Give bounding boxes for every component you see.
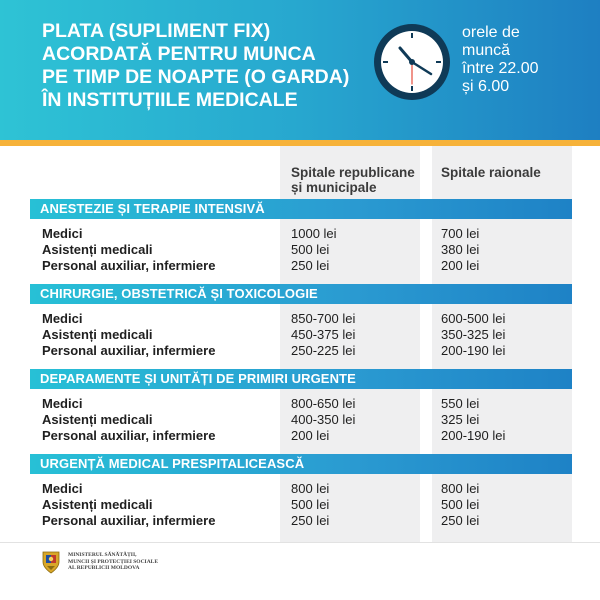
column-header-raional: Spitale raionale <box>441 165 541 180</box>
footer-divider <box>0 542 600 543</box>
column-header-line: și municipale <box>291 180 377 195</box>
column-header-republican <box>291 165 426 195</box>
working-hours-note <box>462 24 539 96</box>
value-republican: 500 lei <box>291 497 330 512</box>
value-raional: 380 lei <box>441 242 480 257</box>
value-republican: 250 lei <box>291 513 330 528</box>
ministry-logo <box>40 549 158 575</box>
value-raional: 350-325 lei <box>441 327 506 342</box>
clock-icon <box>372 22 452 102</box>
section-title: CHIRURGIE, OBSTETRICĂ ȘI TOXICOLOGIE <box>40 286 318 301</box>
value-raional: 800 lei <box>441 481 480 496</box>
value-republican: 200 lei <box>291 428 330 443</box>
value-republican: 250 lei <box>291 258 330 273</box>
value-raional: 200 lei <box>441 258 480 273</box>
role-label: Personal auxiliar, infermiere <box>42 513 216 528</box>
title-line: ACORDATĂ PENTRU MUNCA <box>42 43 316 65</box>
role-label: Personal auxiliar, infermiere <box>42 343 216 358</box>
title-line: PE TIMP DE NOAPTE (O GARDA) <box>42 66 350 88</box>
header-banner <box>0 0 600 140</box>
column-header-line: Spitale republicane <box>291 165 415 180</box>
role-label: Personal auxiliar, infermiere <box>42 258 216 273</box>
value-raional: 325 lei <box>441 412 480 427</box>
value-raional: 500 lei <box>441 497 480 512</box>
role-label: Medici <box>42 481 83 496</box>
section-title: DEPARAMENTE ȘI UNITĂȚI DE PRIMIRI URGENTE <box>40 371 356 386</box>
section-title: URGENȚĂ MEDICAL PRESPITALICEASCĂ <box>40 456 305 471</box>
value-republican: 1000 lei <box>291 226 337 241</box>
hours-line: orele de <box>462 24 520 41</box>
value-republican: 800 lei <box>291 481 330 496</box>
title-line: ÎN INSTITUȚIILE MEDICALE <box>42 89 298 111</box>
ministry-name <box>68 552 158 572</box>
hours-line: între 22.00 <box>462 60 539 77</box>
role-label: Personal auxiliar, infermiere <box>42 428 216 443</box>
section-bar <box>30 454 572 474</box>
section-bar <box>30 369 572 389</box>
ministry-line: MUNCII ȘI PROTECȚIEI SOCIALE <box>68 558 159 565</box>
role-label: Medici <box>42 226 83 241</box>
value-raional: 700 lei <box>441 226 480 241</box>
coat-of-arms-icon <box>40 549 62 575</box>
role-label: Medici <box>42 311 83 326</box>
value-raional: 200-190 lei <box>441 343 506 358</box>
section-bar <box>30 284 572 304</box>
value-raional: 600-500 lei <box>441 311 506 326</box>
value-republican: 500 lei <box>291 242 330 257</box>
value-raional: 550 lei <box>441 396 480 411</box>
role-label: Asistenți medicali <box>42 242 153 257</box>
role-label: Asistenți medicali <box>42 327 153 342</box>
hours-line: muncă <box>462 42 511 59</box>
value-republican: 800-650 lei <box>291 396 356 411</box>
section-title: ANESTEZIE ȘI TERAPIE INTENSIVĂ <box>40 201 265 216</box>
value-republican: 250-225 lei <box>291 343 356 358</box>
value-raional: 250 lei <box>441 513 480 528</box>
hours-line: și 6.00 <box>462 78 510 95</box>
value-republican: 450-375 lei <box>291 327 356 342</box>
value-republican: 400-350 lei <box>291 412 356 427</box>
title-line: PLATA (SUPLIMENT FIX) <box>42 20 271 42</box>
section-bar <box>30 199 572 219</box>
ministry-line: MINISTERUL SĂNĂTĂȚII, <box>68 552 137 559</box>
role-label: Medici <box>42 396 83 411</box>
value-republican: 850-700 lei <box>291 311 356 326</box>
role-label: Asistenți medicali <box>42 497 153 512</box>
ministry-line: AL REPUBLICII MOLDOVA <box>68 565 140 572</box>
page-title <box>42 20 372 112</box>
value-raional: 200-190 lei <box>441 428 506 443</box>
role-label: Asistenți medicali <box>42 412 153 427</box>
